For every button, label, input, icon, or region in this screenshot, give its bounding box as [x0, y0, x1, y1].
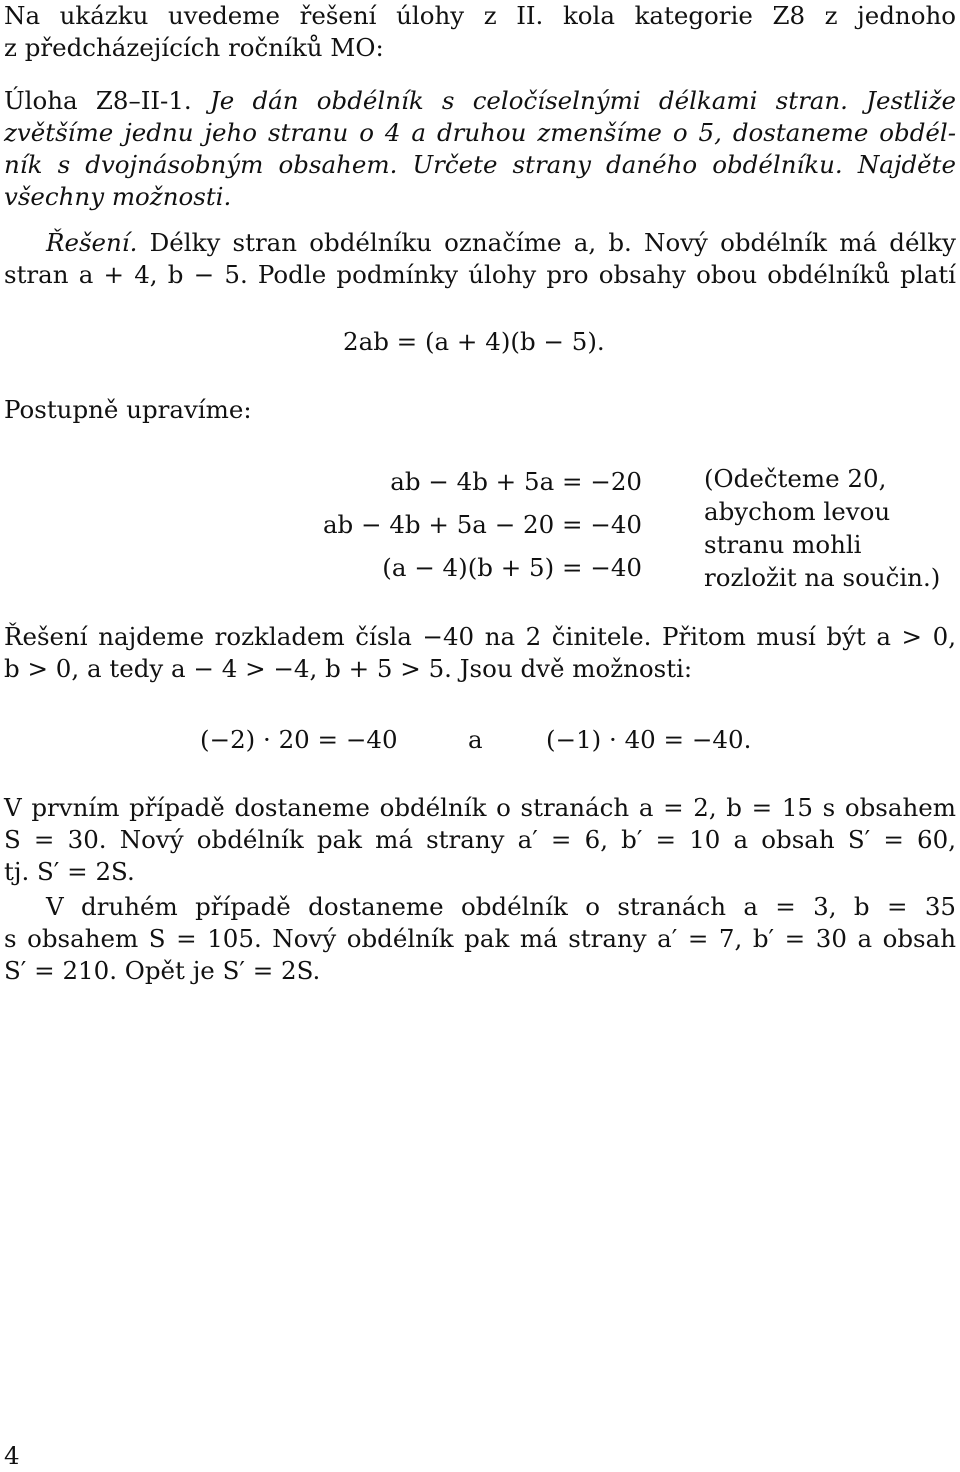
factor-line-2: b > 0, a tedy a − 4 > −4, b + 5 > 5. Jsou dvě možnosti:	[4, 654, 693, 683]
intro-line-1: Na ukázku uvedeme řešení úlohy z II. kola kategorie Z8 z jednoho	[4, 1, 956, 30]
solution-label: Řešení.	[46, 228, 138, 257]
problem-line-2: zvětšíme jednu jeho stranu o 4 a druhou zmenšíme o 5, dostaneme obdél-	[4, 118, 956, 147]
equation-main: 2ab = (a + 4)(b − 5).	[343, 327, 605, 356]
case2-line-1: V druhém případě dostaneme obdélník o stranách a = 3, b = 35	[46, 892, 956, 921]
case1-line-1: V prvním případě dostaneme obdélník o stranách a = 2, b = 15 s obsahem	[4, 793, 956, 822]
equation-step-2: ab − 4b + 5a − 20 = −40	[322, 510, 642, 539]
problem-text-1: Je dán obdélník s celočíselnými délkami stran. Jestliže	[191, 86, 957, 115]
step-note-line-4: rozložit na součin.)	[704, 563, 941, 592]
equation-step-1: ab − 4b + 5a = −20	[390, 467, 642, 496]
problem-line-1	[4, 85, 956, 117]
step-note-line-2: abychom levou	[704, 497, 891, 526]
intro-line-2: z předcházejících ročníků MO:	[4, 33, 384, 62]
option-right: (−1) · 40 = −40.	[546, 725, 752, 754]
step-note-line-3: stranu mohli	[704, 530, 862, 559]
problem-label: Úloha Z8–II-1.	[4, 86, 192, 115]
factor-line-1: Řešení najdeme rozkladem čísla −40 na 2 činitele. Přitom musí být a > 0,	[4, 622, 956, 651]
problem-line-3: ník s dvojnásobným obsahem. Určete strany daného obdélníku. Najděte	[4, 150, 956, 179]
solution-line-2: stran a + 4, b − 5. Podle podmínky úlohy pro obsahy obou obdélníků platí	[4, 260, 956, 289]
case1-line-2: S = 30. Nový obdélník pak má strany a′ = 6, b′ = 10 a obsah S′ = 60,	[4, 825, 956, 854]
problem-line-4: všechny možnosti.	[4, 182, 232, 211]
solution-line-1	[46, 227, 956, 259]
option-connector: a	[468, 725, 483, 754]
case1-line-3: tj. S′ = 2S.	[4, 857, 135, 886]
step-note-line-1: (Odečteme 20,	[704, 464, 887, 493]
equation-steps	[300, 466, 642, 595]
equation-step-3: (a − 4)(b + 5) = −40	[382, 553, 642, 582]
case2-line-2: s obsahem S = 105. Nový obdélník pak má strany a′ = 7, b′ = 30 a obsah	[4, 924, 956, 953]
step-note	[704, 462, 940, 594]
solution-text-1: Délky stran obdélníku označíme a, b. Nový obdélník má délky	[137, 228, 956, 257]
case2-line-3: S′ = 210. Opět je S′ = 2S.	[4, 956, 321, 985]
postupne-label: Postupně upravíme:	[4, 395, 252, 424]
page-number: 4	[4, 1441, 20, 1470]
option-left: (−2) · 20 = −40	[200, 725, 398, 754]
